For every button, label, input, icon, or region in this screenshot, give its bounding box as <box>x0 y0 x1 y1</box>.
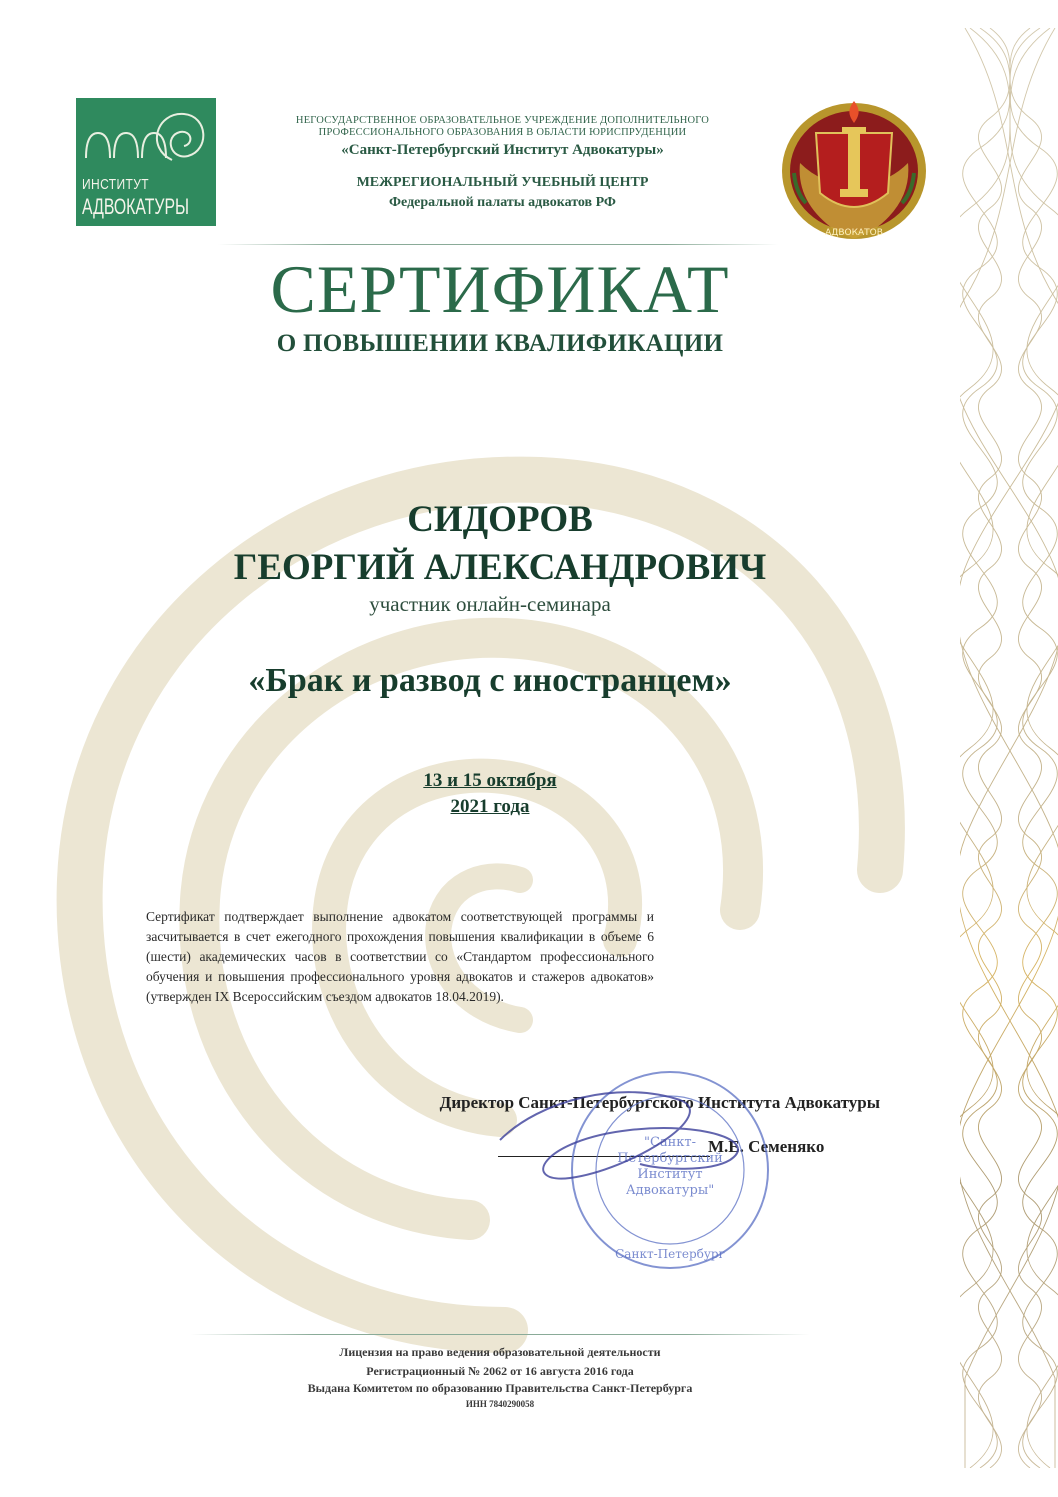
spiral-arches-icon <box>76 98 216 178</box>
seal-city: Санкт-Петербург <box>615 1247 725 1261</box>
org-line-1: НЕГОСУДАРСТВЕННОЕ ОБРАЗОВАТЕЛЬНОЕ УЧРЕЖДЕНИЕ ДОПОЛНИТЕЛЬНОГО <box>295 115 710 126</box>
footer-registration-line: Регистрационный № 2062 от 16 августа 2016 года <box>366 1364 634 1378</box>
certificate-body-text: Сертификат подтверждает выполнение адвокатом соответствующей программы и засчитывается в счет ежегодного прохождения повышения квалификации в объеме 6 (шести) академических часов в соответствии со «Стандартом профессионального обучения и повышения профессионального уровня адвокатов и стажеров адвокатов» (утвержден IX Всероссийским съездом адвокатов 18.04.2019). <box>146 909 654 1004</box>
center-line-2: Федеральной палаты адвокатов РФ <box>389 195 616 210</box>
event-dates-text: 13 и 15 октября <box>423 770 557 791</box>
certificate-title: СЕРТИФИКАТ <box>270 251 730 327</box>
footer-license-line: Лицензия на право ведения образовательной деятельности <box>339 1345 661 1359</box>
institute-logo <box>76 98 216 226</box>
seal-inner-line4: Адвокатуры" <box>625 1183 715 1198</box>
logo-text-line2: АДВОКАТУРЫ <box>82 194 190 219</box>
event-year <box>100 796 880 818</box>
seal-inner-line2: Петербургский <box>617 1151 723 1166</box>
footer-divider <box>190 1334 810 1335</box>
logo-text-line1: ИНСТИТУТ <box>82 176 149 193</box>
bar-association-emblem <box>776 93 932 245</box>
center-line-1: МЕЖРЕГИОНАЛЬНЫЙ УЧЕБНЫЙ ЦЕНТР <box>356 175 649 190</box>
seal-text <box>615 1135 725 1261</box>
emblem-bottom-text: АДВОКАТОВ <box>825 228 883 238</box>
signer-name: М.Е. Семеняко <box>708 1137 825 1156</box>
certificate-subtitle: О ПОВЫШЕНИИ КВАЛИФИКАЦИИ <box>276 330 724 357</box>
org-line-2: ПРОФЕССИОНАЛЬНОГО ОБРАЗОВАНИЯ В ОБЛАСТИ ЮРИСПРУДЕНЦИИ <box>318 127 687 138</box>
seal-inner-line3: Институт <box>637 1167 703 1182</box>
event-dates <box>100 770 880 792</box>
footer-inn-line: ИНН 7840290058 <box>465 1399 535 1409</box>
event-year-text: 2021 года <box>450 796 530 817</box>
org-name: «Санкт-Петербургский Институт Адвокатуры» <box>341 142 664 158</box>
participant-surname: СИДОРОВ <box>407 499 593 540</box>
header-divider <box>218 244 778 245</box>
seal-inner-line1: "Санкт- <box>643 1135 697 1150</box>
gold-border-ornament <box>960 28 1058 1468</box>
participant-given-names: ГЕОРГИЙ АЛЕКСАНДРОВИЧ <box>233 547 767 588</box>
official-seal-stamp <box>480 1060 790 1300</box>
footer-issuer-line: Выдана Комитетом по образованию Правительства Санкт-Петербурга <box>307 1381 693 1395</box>
course-title: «Брак и развод с иностранцем» <box>248 662 732 699</box>
participant-role: участник онлайн-семинара <box>369 592 611 616</box>
director-title: Директор Санкт-Петербургского Института Адвокатуры <box>439 1093 880 1112</box>
